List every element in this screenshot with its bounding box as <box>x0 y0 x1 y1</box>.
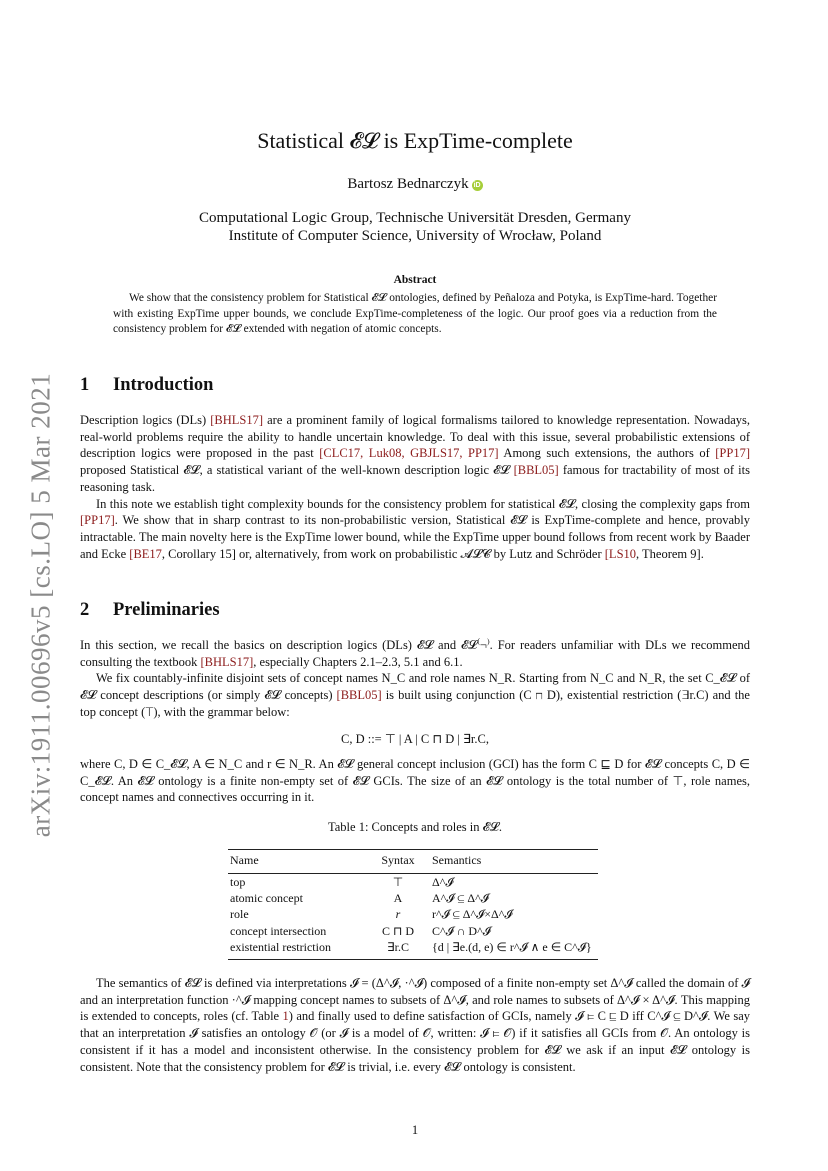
table-cell: ∃r.C <box>387 940 409 955</box>
citation-link[interactable]: [PP17] <box>80 513 115 528</box>
abstract-text: We show that the consistency problem for Statistical 𝓔𝓛 ontologies, defined by Peñaloza and Potyka, is ExpTime-hard. Together with existing ExpTime upper bounds, we conclude ExpTime-completeness of the logic. Our proof goes via a reduction from the consistency problem for 𝓔𝓛 extended with negation of atomic concepts. <box>113 292 717 335</box>
table-row <box>228 940 598 956</box>
table-cell: role <box>230 907 249 922</box>
table-cell: r^𝓘 ⊆ Δ^𝓘×Δ^𝓘 <box>432 907 513 922</box>
affiliation-2: Institute of Computer Science, University of Wrocław, Poland <box>228 228 602 244</box>
table-cell: C^𝓘 ∩ D^𝓘 <box>432 923 491 938</box>
text-run: The semantics of 𝓔𝓛 is defined via interpretations 𝓘 = (Δ^𝓘, ·^𝓘) composed of a finite non-empty set Δ^𝓘 called the domain of 𝓘 and an interpretation function ·^𝓘 mapping concept names to subsets of Δ^𝓘, and role names to subsets of Δ^𝓘 × Δ^𝓘. This mapping is extended to concepts, roles (cf. Table <box>80 976 750 1024</box>
arxiv-identifier-stamp: arXiv:1911.00696v5 [cs.LO] 5 Mar 2021 <box>25 372 56 838</box>
preliminaries-body <box>80 637 750 721</box>
intro-paragraph-1 <box>80 412 750 496</box>
table-cell: A <box>393 891 403 906</box>
text-run: In this section, we recall the basics on description logics (DLs) 𝓔𝓛 and 𝓔𝓛⁽¬⁾. For readers unfamiliar with DLs we recommend consulting the textbook <box>80 638 750 669</box>
section-title-text: Preliminaries <box>113 600 220 620</box>
citation-link[interactable]: [BE17 <box>129 546 162 561</box>
table-cell: Δ^𝓘 <box>432 874 454 889</box>
text-run: Among such extensions, the authors of <box>498 446 716 461</box>
table-cell: ⊤ <box>392 874 404 889</box>
paper-title: Statistical 𝓔𝓛 is ExpTime-complete <box>257 128 573 153</box>
text-run: Description logics (DLs) <box>80 413 211 427</box>
text-run: In this note we establish tight complexity bounds for the consistency problem for statistical 𝓔𝓛, closing the complexity gaps from <box>96 496 750 511</box>
intro-paragraph-2 <box>80 496 750 563</box>
citation-link[interactable]: [CLC17, Luk08, GBJLS17, PP17] <box>319 446 499 461</box>
table-cell: top <box>230 874 246 889</box>
table-header-row <box>228 850 598 870</box>
text-run: , Corollary 15] or, alternatively, from work on probabilistic 𝓐𝓛𝓒 by Lutz and Schröder <box>161 546 605 561</box>
table-row <box>228 923 598 939</box>
table-caption: Table 1: Concepts and roles in 𝓔𝓛. <box>327 820 503 834</box>
citation-link[interactable]: [BHLS17] <box>200 654 254 669</box>
text-run: proposed Statistical 𝓔𝓛, a statistical variant of the well-known description logic 𝓔𝓛 <box>80 463 514 478</box>
table-row <box>228 907 598 923</box>
semantics-table <box>228 849 598 960</box>
text-run: We fix countably-infinite disjoint sets of concept names N_C and role names N_R. Starting from N_C and N_R, the set C_𝓔𝓛 of 𝓔𝓛 concept descriptions (or simply 𝓔𝓛 concepts) <box>80 671 750 703</box>
definitions-paragraph <box>80 756 750 806</box>
citation-link[interactable]: [PP17] <box>715 446 750 461</box>
table-cell: {d | ∃e.(d, e) ∈ r^𝓘 ∧ e ∈ C^𝓘} <box>432 940 592 955</box>
table-bottom-rule <box>228 959 598 960</box>
prelim-paragraph-1 <box>80 637 750 670</box>
table-cell: concept intersection <box>230 923 327 938</box>
text-run: , especially Chapters 2.1–2.3, 5.1 and 6.1. <box>253 654 463 669</box>
abstract-heading: Abstract <box>393 274 437 286</box>
text-run: . We show that in sharp contrast to its non-probabilistic version, Statistical 𝓔𝓛 is ExpTime-complete and hence, provably intractable. The main novelty here is the ExpTime lower bound, while the ExpTime upper bound follows from recent work by Baader and Ecke <box>80 513 750 561</box>
text-run: famous for tractability of most of its reasoning task. <box>80 463 750 494</box>
text-run: is built using conjunction (C ⊓ D), existential restriction (∃r.C) and the top concept (⊤), with the grammar below: <box>80 688 750 719</box>
orcid-icon[interactable]: iD <box>473 182 481 189</box>
table-reference-link[interactable]: 1 <box>282 1009 289 1024</box>
citation-link[interactable]: [BHLS17] <box>210 413 264 427</box>
section-heading-introduction <box>80 375 213 396</box>
table-cell: existential restriction <box>230 940 331 955</box>
table-header-syntax: Syntax <box>381 852 415 867</box>
author-line <box>80 176 750 193</box>
table-header-name: Name <box>230 852 259 867</box>
page-number: 1 <box>411 1123 419 1137</box>
table-row <box>228 874 598 890</box>
prelim-paragraph-2 <box>80 670 750 720</box>
semantics-paragraph <box>80 975 750 1075</box>
section-number: 1 <box>80 375 90 395</box>
table-cell: r <box>395 907 401 922</box>
text-run: are a prominent family of logical formalisms tailored to knowledge representation. Nowadays, real-world problems require the ability to handle uncertain knowledge. To deal with this issue, several probabilistic extensions of description logics were proposed in the past <box>80 413 750 461</box>
introduction-body <box>80 412 750 562</box>
section-heading-preliminaries <box>80 600 220 621</box>
citation-link[interactable]: [BBL05] <box>513 463 559 478</box>
prelim-paragraph-4 <box>80 975 750 1075</box>
text-run: , Theorem 9]. <box>636 546 704 561</box>
table-cell: atomic concept <box>230 891 303 906</box>
section-title-text: Introduction <box>113 375 214 395</box>
table-cell: C ⊓ D <box>381 923 415 938</box>
citation-link[interactable]: [BBL05] <box>336 688 382 703</box>
author-name: Bartosz Bednarczyk <box>347 176 469 192</box>
section-number: 2 <box>80 600 90 620</box>
table-cell: A^𝓘 ⊆ Δ^𝓘 <box>432 891 489 906</box>
concept-grammar: C, D ::= ⊤ | A | C ⊓ D | ∃r.C, <box>341 732 489 746</box>
table-header-semantics: Semantics <box>432 852 482 867</box>
prelim-paragraph-3: where C, D ∈ C_𝓔𝓛, A ∈ N_C and r ∈ N_R. An 𝓔𝓛 general concept inclusion (GCI) has the form C ⊑ D for 𝓔𝓛 concepts C, D ∈ C_𝓔𝓛. An 𝓔𝓛 ontology is a finite non-empty set of 𝓔𝓛 GCIs. The size of an 𝓔𝓛 ontology is the total number of ⊤, role names, concept names and connectives occurring in it. <box>80 757 750 805</box>
affiliations <box>80 209 750 245</box>
text-run: ) and finally used to define satisfaction of GCIs, namely 𝓘 ⊨ C ⊑ D iff C^𝓘 ⊆ D^𝓘. We say that an interpretation 𝓘 satisfies an ontology 𝒪 (or 𝓘 is a model of 𝒪, written: 𝓘 ⊨ 𝒪) if it satisfies all GCIs from 𝒪. An ontology is consistent if it has a model and inconsistent otherwise. In the consistency problem for 𝓔𝓛 we ask if an input 𝓔𝓛 ontology is consistent. Note that the consistency problem for 𝓔𝓛 is trivial, i.e. every 𝓔𝓛 ontology is consistent. <box>80 1009 751 1074</box>
affiliation-1: Computational Logic Group, Technische Universität Dresden, Germany <box>199 210 631 226</box>
table-row <box>228 890 598 906</box>
citation-link[interactable]: [LS10 <box>604 546 637 561</box>
